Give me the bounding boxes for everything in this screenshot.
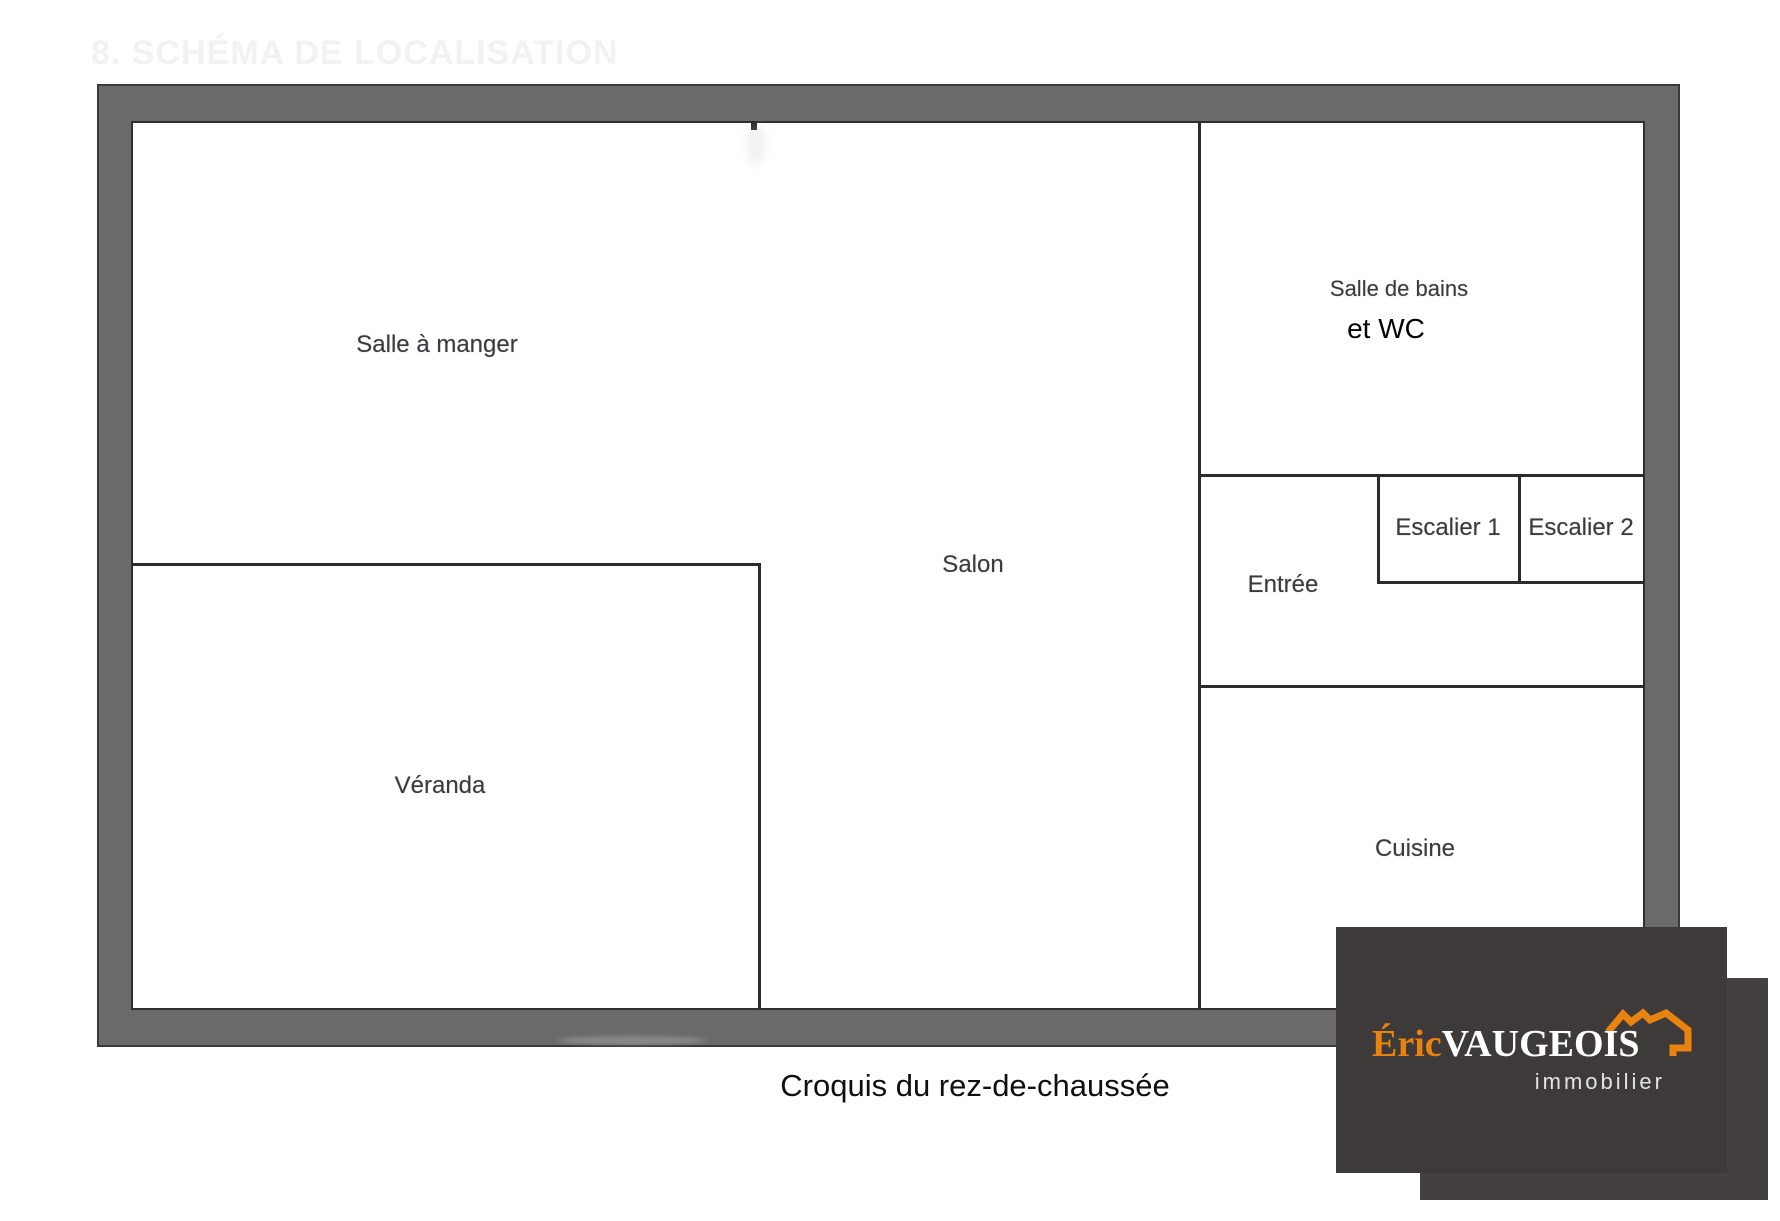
room-label-escalier-1: Escalier 1	[1395, 514, 1501, 541]
section-title: 8. SCHÉMA DE LOCALISATION	[91, 34, 619, 72]
room-label-salon: Salon	[942, 551, 1004, 578]
partition-stair1-stair2	[1518, 474, 1521, 584]
agency-logo	[1336, 927, 1727, 1173]
logo-tagline: immobilier	[1534, 1069, 1665, 1094]
scan-artifact	[746, 124, 766, 166]
logo-brand-first: Éric	[1372, 1023, 1442, 1065]
logo-brand	[1372, 1025, 1639, 1063]
partition-kitchen-top	[1198, 685, 1645, 688]
scan-artifact	[557, 1036, 707, 1045]
partition-veranda-right	[758, 563, 761, 1010]
plan-caption: Croquis du rez-de-chaussée	[780, 1068, 1170, 1103]
partition-stairs-bottom	[1377, 581, 1645, 584]
room-label-cuisine: Cuisine	[1374, 835, 1456, 862]
room-label-entree: Entrée	[1247, 571, 1319, 598]
partition-veranda-top	[131, 563, 761, 566]
room-label-salle-a-manger: Salle à manger	[356, 331, 518, 358]
room-label-salle-de-bains: Salle de bains	[1329, 276, 1469, 301]
room-label-escalier-2: Escalier 2	[1528, 514, 1634, 541]
room-label-veranda: Véranda	[394, 772, 486, 799]
partition-salon-right-wing	[1198, 121, 1201, 1010]
partition-bathroom-bottom	[1198, 474, 1645, 477]
room-label-et-wc: et WC	[1347, 313, 1425, 344]
logo-brand-rest: VAUGEOIS	[1441, 1023, 1640, 1065]
partition-stair1-left	[1377, 474, 1380, 584]
